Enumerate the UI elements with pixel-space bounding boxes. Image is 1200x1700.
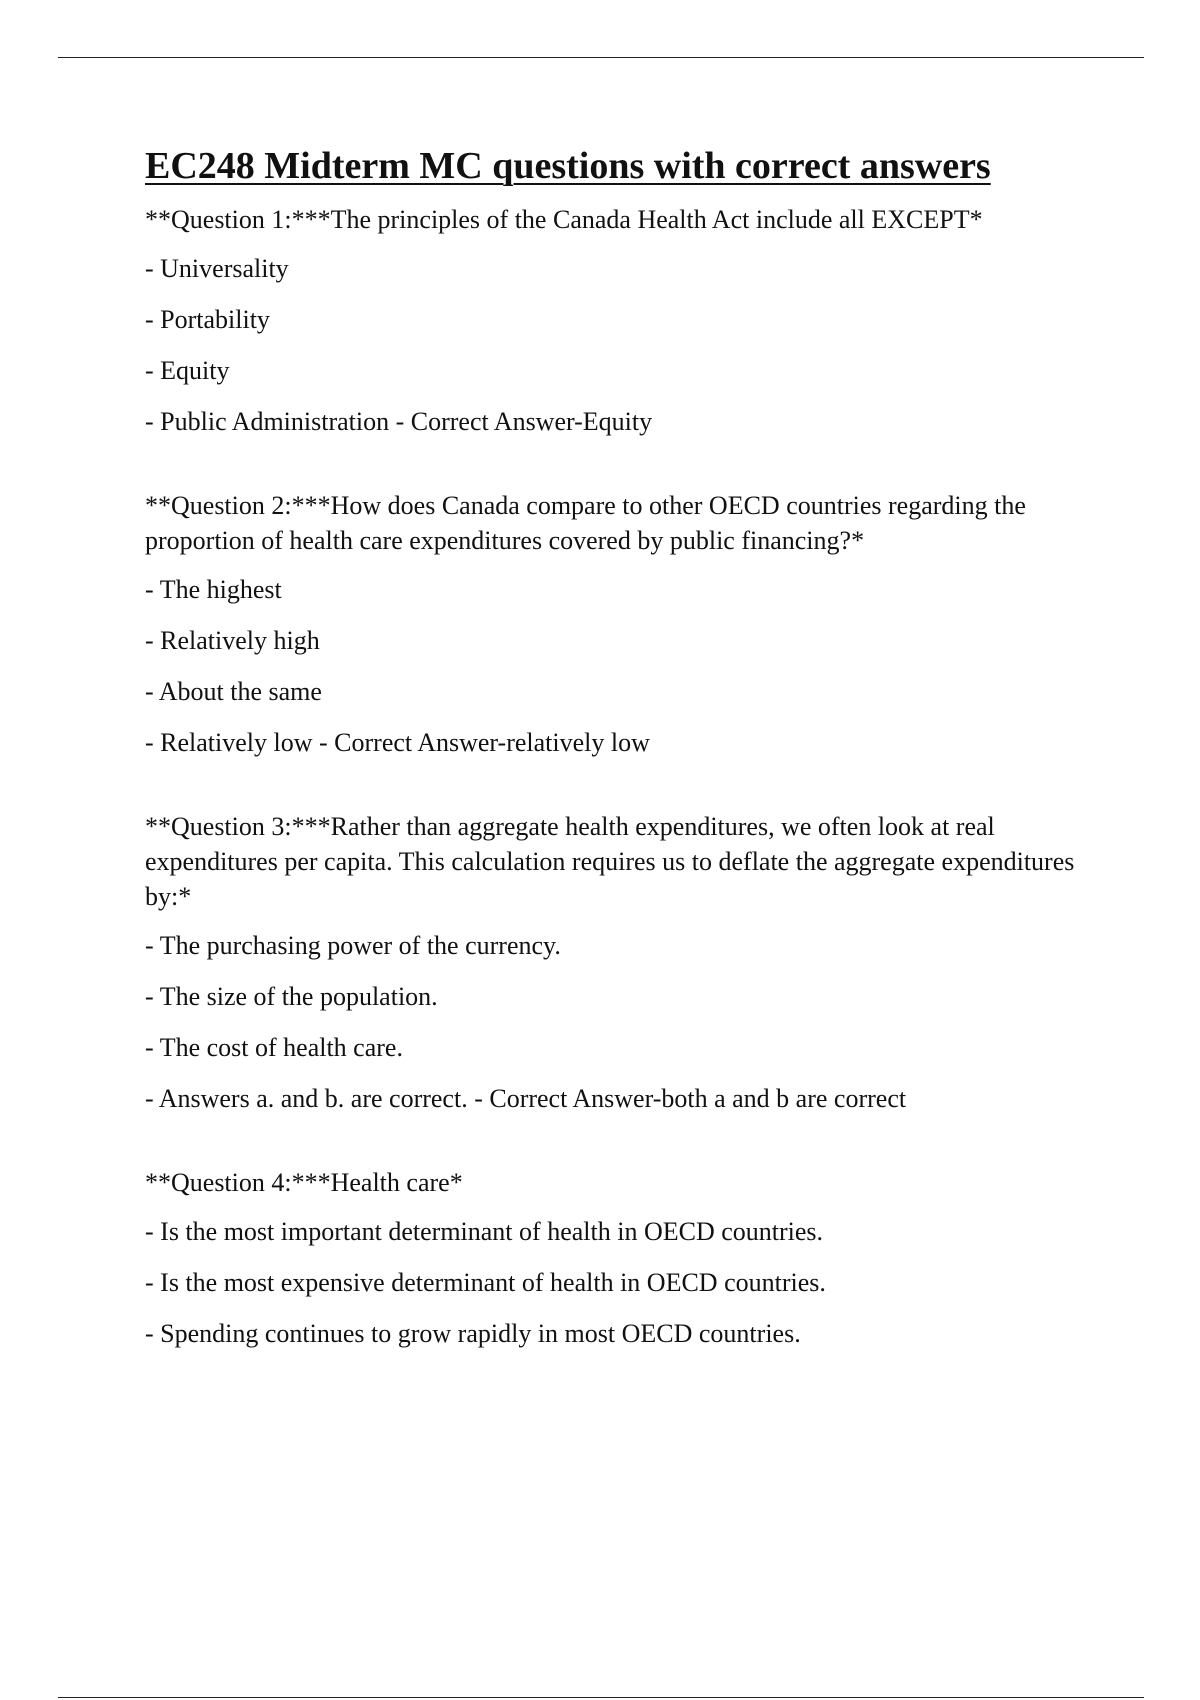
question-3-option-a: - The purchasing power of the currency. [145, 931, 561, 960]
document-title: EC248 Midterm MC questions with correct answers [145, 145, 991, 187]
question-3-text: **Question 3:***Rather than aggregate health expenditures, we often look at real expenditures per capita. This calculation requires us to deflate the aggregate expenditures by:* [145, 812, 1075, 911]
question-2-option-c: - About the same [145, 677, 322, 706]
question-1-option-d: - Public Administration - Correct Answer-Equity [145, 407, 653, 436]
question-4-text: **Question 4:***Health care* [145, 1168, 463, 1197]
question-3-option-b: - The size of the population. [145, 982, 438, 1011]
page-top-rule [58, 57, 1144, 58]
question-3-option-d: - Answers a. and b. are correct. - Correct Answer-both a and b are correct [145, 1084, 907, 1113]
question-2-option-a: - The highest [145, 575, 282, 604]
question-1-text: **Question 1:***The principles of the Canada Health Act include all EXCEPT* [145, 205, 983, 234]
question-2-text: **Question 2:***How does Canada compare to other OECD countries regarding the proportion of health care expenditures covered by public financing?* [145, 491, 1026, 555]
page-bottom-rule [58, 1697, 1144, 1698]
document-body [145, 140, 1085, 1400]
question-4 [145, 1165, 1085, 1352]
question-1-option-b: - Portability [145, 305, 270, 334]
question-4-option-b: - Is the most expensive determinant of health in OECD countries. [145, 1268, 826, 1297]
question-2 [145, 488, 1085, 761]
question-2-option-b: - Relatively high [145, 626, 320, 655]
question-3-option-c: - The cost of health care. [145, 1033, 403, 1062]
question-4-option-c: - Spending continues to grow rapidly in most OECD countries. [145, 1319, 801, 1348]
question-2-option-d: - Relatively low - Correct Answer-relatively low [145, 728, 650, 757]
question-3 [145, 809, 1085, 1117]
question-1 [145, 202, 1085, 440]
question-1-option-c: - Equity [145, 356, 230, 385]
question-4-option-a: - Is the most important determinant of health in OECD countries. [145, 1217, 824, 1246]
question-1-option-a: - Universality [145, 254, 289, 283]
